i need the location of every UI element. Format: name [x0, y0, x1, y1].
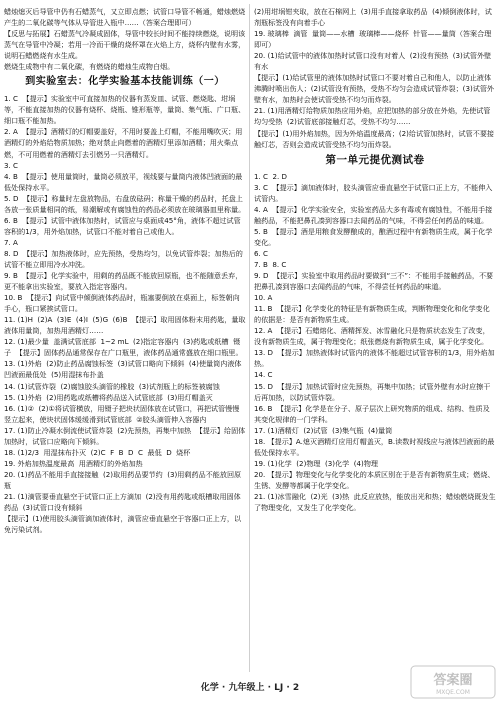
answer-item: 【提示】(1)用外焰加热，因为外焰温度最高；(2)给试管加热时，试管不要接触灯芯，否则会造成试管受热不均匀而炸裂。: [254, 128, 495, 149]
footer-page-label: 化学 · 九年级上 · LJ · 2: [200, 682, 300, 693]
answer-item: 9. B 【提示】化学实验中，用剩的药品既不能放回原瓶，也不能随意丢弃，更不能拿出实验室，要放入指定容器内。: [4, 271, 243, 292]
answer-item: 17. (1)酒精灯 (2)试管 (3)集气瓶 (4)量筒: [254, 425, 393, 435]
right-column: [254, 6, 496, 513]
answer-item: 3. C: [4, 160, 18, 170]
answer-item: 10. B 【提示】向试管中倾倒液体药品时，瓶塞要倒放在桌面上，标签朝向手心，瓶口紧挨试管口。: [4, 293, 240, 314]
intro-line: 蜡烛熄灭后导管中仍有石蜡蒸气，又立即点燃；试管口导管不畅通，蜡烛燃烧产生的二氧化碳等气体从导管进入瓶中……（答案合理即可）: [4, 7, 246, 28]
section-title-unit-test: 第一单元提优测试卷: [325, 153, 425, 166]
answer-item: 19. (1)化学 (2)物理 (3)化学 (4)物理: [254, 458, 379, 468]
answer-item: 2. A 【提示】酒精灯的灯帽要盖好，不用时要盖上灯帽，不能用嘴吹灭；用酒精灯的外焰给物质加热；绝对禁止向燃着的酒精灯里添加酒精；用火柴点燃，不可用燃着的酒精灯去引燃另一只酒精灯。: [4, 127, 243, 159]
answer-item: 4. B 【提示】使用量筒时，量筒必须放平，视线要与量筒内液体凹液面的最低处保持水平。: [4, 171, 243, 192]
watermark-subtext: MXQE.COM: [436, 689, 470, 696]
answer-item: 5. B 【提示】酒是用粮食发酵酿成的，酿酒过程中有新物质生成，属于化学变化。: [254, 226, 493, 247]
answer-item: 20. (1)药品不能用手直接接触 (2)取用药品要节约 (3)用剩药品不能放回原瓶: [4, 469, 242, 490]
column-divider: [249, 4, 250, 672]
answer-item: 17. (1)防止冷凝水倒流使试管炸裂 (2)先预热，再集中加热 【提示】给固体加热时，试管口应略向下倾斜。: [4, 425, 246, 446]
answer-item: 16. B 【提示】化学是在分子、原子层次上研究物质的组成、结构、性质及其变化规律的一门学科。: [254, 403, 490, 424]
answer-item: 21. (1)用酒精灯给物质加热应用外焰，应把加热的部分放在外焰，先使试管均匀受热 (2)试管底部接触灯芯，受热不均匀……: [254, 106, 491, 127]
section-title-lab-skills: 到实验室去：化学实验基本技能训练（一）: [25, 76, 225, 88]
answer-item: 6. B 【提示】试管中液体加热时，试管应与桌面成45°角，液体不超过试管容积的1/3，用外焰加热，试管口不能对着自己或他人。: [4, 215, 241, 236]
answer-item: 【提示】(1)使用胶头滴管滴加液体时，滴管应垂直悬空于容器口正上方，以免污染试剂。: [4, 514, 242, 535]
answer-item: 3. C 【提示】滴加液体时，胶头滴管应垂直悬空于试管口正上方，不能伸入试管内。: [254, 182, 493, 203]
answer-item: (2)用坩埚钳夹取，放在石棉网上 (3)用手直接拿取药品 (4)倾倒液体时，试剂瓶标签没有向着手心: [254, 7, 492, 28]
answer-item: 13. D 【提示】加热液体时试管内的液体不能超过试管容积的1/3，用外焰加热。: [254, 348, 495, 369]
page-footer: [0, 675, 500, 697]
answer-item: 1. C 2. D: [254, 171, 287, 181]
answer-item: 11. B 【提示】化学变化的特征是有新物质生成，判断物理变化和化学变化的依据是：是否有新物质生成。: [254, 304, 490, 325]
answer-item: 6. C: [254, 248, 268, 258]
answer-item: 1. C 【提示】实验室中可直接加热的仪器有蒸发皿、试管、燃烧匙、坩埚等，不能直接加热的仪器有烧杯、烧瓶、锥形瓶等，量筒、集气瓶、广口瓶、细口瓶不能加热。: [4, 94, 246, 126]
answer-item: 9. D 【提示】实验室中取用药品时要做到“三不”：不能用手接触药品，不要把鼻孔凑到容器口去闻药品的气味，不得尝任何药品的味道。: [254, 271, 494, 292]
answer-item: 20. 【提示】物理变化与化学变化的本质区别在于是否有新物质生成；燃烧、生锈、发酵等都属于化学变化。: [254, 469, 495, 490]
watermark-text: 答案圈: [433, 673, 473, 688]
answer-item: 16. (1)② (2)①将试管横放，用镊子把块状固体放在试管口，再把试管慢慢竖立起来，使块状固体缓缓滑到试管底部 ②胶头滴管伸入容器内: [4, 403, 240, 424]
answer-item: 21. (1)滴管要垂直悬空于试管口正上方滴加 (2)没有用药匙或纸槽取用固体药品 (3)试管口没有倾斜: [4, 491, 241, 513]
answer-item: 11. (1)H (2)A (3)E (4)I (5)G (6)B 【提示】取用固体粉末用药匙，量取液体用量筒，加热用酒精灯……: [4, 315, 246, 336]
answer-item: 20. (1)给试管中的液体加热时试管口没有对着人 (2)没有预热 (3)试管外壁有水: [254, 51, 492, 72]
answer-item: 13. (1)外焰 (2)防止药品腐蚀标签 (3)试管口略向下倾斜 (4)使量筒内液体凹液面最低处 (5)用湿抹布扑盖: [4, 359, 242, 380]
left-column: [4, 6, 246, 535]
answer-item: 14. (1)试管炸裂 (2)腐蚀胶头滴管的橡胶 (3)试剂瓶上的标签被腐蚀: [4, 381, 220, 391]
intro-line: 【反思与拓展】石蜡蒸气冷凝成固体，导管中较长时间不能持续燃烧，说明该蒸气在导管中冷凝；若用一冷而干燥的烧杯罩在火焰上方，烧杯内壁有水雾，说明石蜡燃烧有水生成。: [4, 29, 246, 61]
answer-item: 7. B 8. C: [254, 259, 287, 269]
answer-item: 15. D 【提示】加热试管时应先预热，再集中加热；试管外壁有水时应擦干后再加热，以防试管炸裂。: [254, 381, 491, 402]
answer-item: 5. D 【提示】称量时左盘放物品，右盘放砝码；称量干燥的药品时，托盘上各放一张质量相同的纸，易潮解或有腐蚀性的药品必须放在玻璃器皿里称量。: [4, 193, 246, 214]
answer-item: 7. A: [4, 237, 18, 247]
answer-item: 18. 【提示】A.熄灭酒精灯应用灯帽盖灭，B.读数时视线应与液体凹液面的最低处保持水平。: [254, 436, 495, 457]
answer-item: 19. 玻璃棒 滴管 量筒——水槽 玻璃棒——烧杯 针管——量筒（答案合理即可）: [254, 29, 492, 50]
answer-item: 12. (1)最少量 盖满试管底部 1~2 mL (2)指定容器内 (3)药匙或纸槽 镊子 【提示】固体药品通常保存在广口瓶里，液体药品通常盛放在细口瓶里。: [4, 337, 243, 358]
answer-item: 8. D 【提示】加热液体时，应先预热，受热均匀，以免试管炸裂；加热后的试管不能立即用冷水冲洗。: [4, 248, 243, 269]
answer-item: 19. 外焰加热温度最高 用酒精灯的外焰加热: [4, 458, 143, 468]
answer-item: 14. C: [254, 370, 273, 380]
answer-item: 4. A 【提示】化学实验安全，实验室药品大多有毒或有腐蚀性，不能用手接触药品，不能把鼻孔凑到容器口去闻药品的气味，不得尝任何药品的味道。: [254, 204, 493, 225]
answer-item: 18. (1)2/3 用湿抹布扑灭 (2)C F B D C 最低 D 烧杯: [4, 447, 191, 457]
answer-item: 12. A 【提示】石蜡熔化、酒精挥发、冰雪融化只是物质状态发生了改变，没有新物质生成，属于物理变化；纸张燃烧有新物质生成，属于化学变化。: [254, 326, 490, 347]
intro-line: 燃烧生成物中有二氧化碳，有燃烧的蜡烛生成物白烟。: [4, 62, 175, 72]
answer-item: 21. (1)冰雪融化 (2)光 (3)热 此反应放热，能放出光和热；蜡烛燃烧既发生了物理变化，又发生了化学变化。: [254, 491, 496, 513]
answer-item: 10. A: [254, 293, 273, 303]
answer-item: 【提示】(1)给试管里的液体加热时试管口不要对着自己和他人，以防止液体沸腾时喷出伤人；(2)试管没有预热，受热不均匀会造成试管炸裂；(3)试管外壁有水，加热时会使试管受热不均匀而炸裂。: [254, 73, 495, 105]
answer-item: 15. (1)外焰 (2)用药匙或纸槽将药品送入试管底部 (3)用灯帽盖灭: [4, 392, 213, 402]
